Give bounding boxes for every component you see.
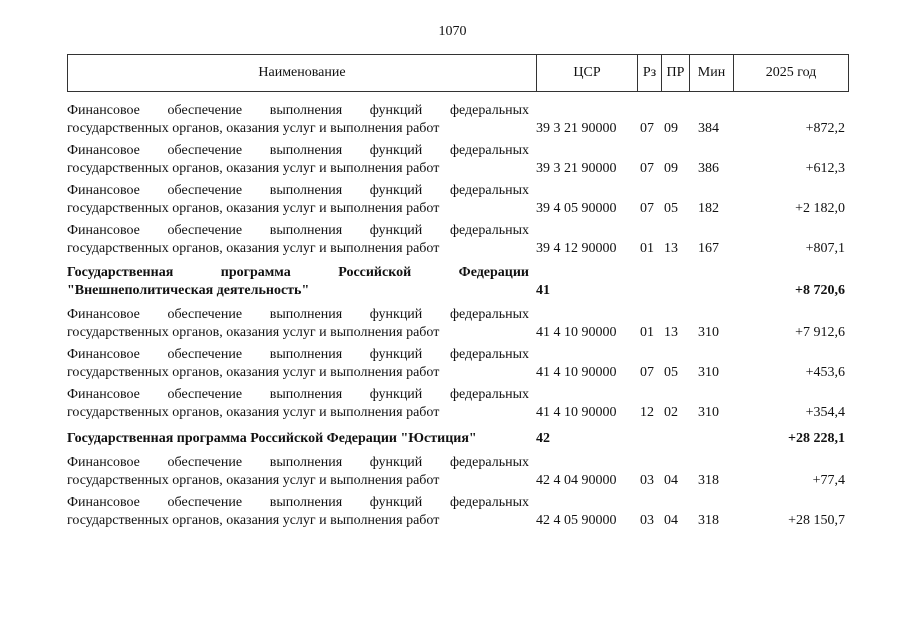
row-name-line1: Финансовое обеспечение выполнения функций федеральных bbox=[67, 223, 529, 238]
header-rz: Рз bbox=[637, 55, 661, 91]
row-name bbox=[67, 386, 529, 422]
row-amount: +453,6 bbox=[805, 365, 845, 380]
row-pr: 09 bbox=[664, 161, 678, 176]
header-year: 2025 год bbox=[733, 55, 848, 91]
row-amount: +872,2 bbox=[805, 121, 845, 136]
row-csr: 41 bbox=[536, 283, 550, 298]
header-name: Наименование bbox=[258, 65, 346, 80]
row-name-line2: государственных органов, оказания услуг и выполнения работ bbox=[67, 241, 440, 256]
table-row bbox=[67, 454, 849, 490]
row-csr: 39 3 21 90000 bbox=[536, 161, 617, 176]
row-amount: +77,4 bbox=[812, 473, 845, 488]
row-pr: 04 bbox=[664, 513, 678, 528]
table-row bbox=[67, 430, 849, 448]
row-name-line1: Финансовое обеспечение выполнения функций федеральных bbox=[67, 495, 529, 510]
table-body bbox=[67, 98, 849, 530]
row-rz: 01 bbox=[640, 241, 654, 256]
row-rz: 07 bbox=[640, 201, 654, 216]
row-name-line1: Финансовое обеспечение выполнения функций федеральных bbox=[67, 183, 529, 198]
row-min: 310 bbox=[698, 325, 719, 340]
row-name bbox=[67, 264, 529, 300]
row-amount: +8 720,6 bbox=[795, 283, 845, 298]
row-pr: 05 bbox=[664, 201, 678, 216]
row-rz: 07 bbox=[640, 121, 654, 136]
table-row bbox=[67, 102, 849, 138]
row-amount: +7 912,6 bbox=[795, 325, 845, 340]
row-name-line1: Финансовое обеспечение выполнения функций федеральных bbox=[67, 307, 529, 322]
row-amount: +28 150,7 bbox=[788, 513, 845, 528]
table-row bbox=[67, 222, 849, 258]
row-name-line1: Финансовое обеспечение выполнения функций федеральных bbox=[67, 387, 529, 402]
row-name-line1: Финансовое обеспечение выполнения функций федеральных bbox=[67, 103, 529, 118]
row-csr: 42 bbox=[536, 431, 550, 446]
row-rz: 12 bbox=[640, 405, 654, 420]
row-name-line2: государственных органов, оказания услуг и выполнения работ bbox=[67, 473, 440, 488]
header-min: Мин bbox=[689, 55, 733, 91]
row-rz: 07 bbox=[640, 365, 654, 380]
row-name-line2: государственных органов, оказания услуг и выполнения работ bbox=[67, 325, 440, 340]
row-name-line2: государственных органов, оказания услуг и выполнения работ bbox=[67, 161, 440, 176]
row-amount: +807,1 bbox=[805, 241, 845, 256]
row-amount: +612,3 bbox=[805, 161, 845, 176]
row-name bbox=[67, 142, 529, 178]
row-rz: 07 bbox=[640, 161, 654, 176]
row-name-line2: государственных органов, оказания услуг и выполнения работ bbox=[67, 513, 440, 528]
row-min: 182 bbox=[698, 201, 719, 216]
row-amount: +354,4 bbox=[805, 405, 845, 420]
row-name-line1: Финансовое обеспечение выполнения функций федеральных bbox=[67, 347, 529, 362]
row-pr: 02 bbox=[664, 405, 678, 420]
table-row bbox=[67, 142, 849, 178]
row-name-line1: Финансовое обеспечение выполнения функций федеральных bbox=[67, 143, 529, 158]
row-name bbox=[67, 222, 529, 258]
row-csr: 41 4 10 90000 bbox=[536, 325, 617, 340]
row-amount: +28 228,1 bbox=[788, 431, 845, 446]
table-row bbox=[67, 264, 849, 300]
row-min: 386 bbox=[698, 161, 719, 176]
table-row bbox=[67, 346, 849, 382]
row-name bbox=[67, 182, 529, 218]
row-name bbox=[67, 306, 529, 342]
table-row bbox=[67, 386, 849, 422]
row-csr: 41 4 10 90000 bbox=[536, 365, 617, 380]
table-header bbox=[67, 54, 849, 92]
row-csr: 39 3 21 90000 bbox=[536, 121, 617, 136]
row-pr: 04 bbox=[664, 473, 678, 488]
row-name bbox=[67, 454, 529, 490]
row-csr: 42 4 05 90000 bbox=[536, 513, 617, 528]
row-min: 318 bbox=[698, 473, 719, 488]
row-pr: 13 bbox=[664, 325, 678, 340]
row-name bbox=[67, 494, 529, 530]
row-min: 318 bbox=[698, 513, 719, 528]
row-rz: 03 bbox=[640, 513, 654, 528]
row-csr: 41 4 10 90000 bbox=[536, 405, 617, 420]
row-min: 310 bbox=[698, 365, 719, 380]
row-name-line2: государственных органов, оказания услуг и выполнения работ bbox=[67, 121, 440, 136]
row-name-line2: государственных органов, оказания услуг и выполнения работ bbox=[67, 365, 440, 380]
row-min: 167 bbox=[698, 241, 719, 256]
row-name-line1: Государственная программа Российской Федерации "Юстиция" bbox=[67, 431, 477, 446]
row-rz: 01 bbox=[640, 325, 654, 340]
row-name-line2: государственных органов, оказания услуг и выполнения работ bbox=[67, 201, 440, 216]
row-csr: 42 4 04 90000 bbox=[536, 473, 617, 488]
row-csr: 39 4 05 90000 bbox=[536, 201, 617, 216]
row-name bbox=[67, 346, 529, 382]
row-name-line1: Государственная программа Российской Федерации bbox=[67, 265, 529, 280]
row-pr: 05 bbox=[664, 365, 678, 380]
row-csr: 39 4 12 90000 bbox=[536, 241, 617, 256]
row-name-line1: Финансовое обеспечение выполнения функций федеральных bbox=[67, 455, 529, 470]
row-pr: 09 bbox=[664, 121, 678, 136]
row-rz: 03 bbox=[640, 473, 654, 488]
page-number: 1070 bbox=[438, 24, 467, 39]
row-name bbox=[67, 430, 529, 448]
row-name-line2: "Внешнеполитическая деятельность" bbox=[67, 283, 310, 298]
header-pr: ПР bbox=[661, 55, 689, 91]
row-min: 310 bbox=[698, 405, 719, 420]
header-csr: ЦСР bbox=[536, 55, 637, 91]
table-row bbox=[67, 306, 849, 342]
row-min: 384 bbox=[698, 121, 719, 136]
row-name-line2: государственных органов, оказания услуг и выполнения работ bbox=[67, 405, 440, 420]
table-row bbox=[67, 494, 849, 530]
table-row bbox=[67, 182, 849, 218]
row-name bbox=[67, 102, 529, 138]
row-pr: 13 bbox=[664, 241, 678, 256]
row-amount: +2 182,0 bbox=[795, 201, 845, 216]
